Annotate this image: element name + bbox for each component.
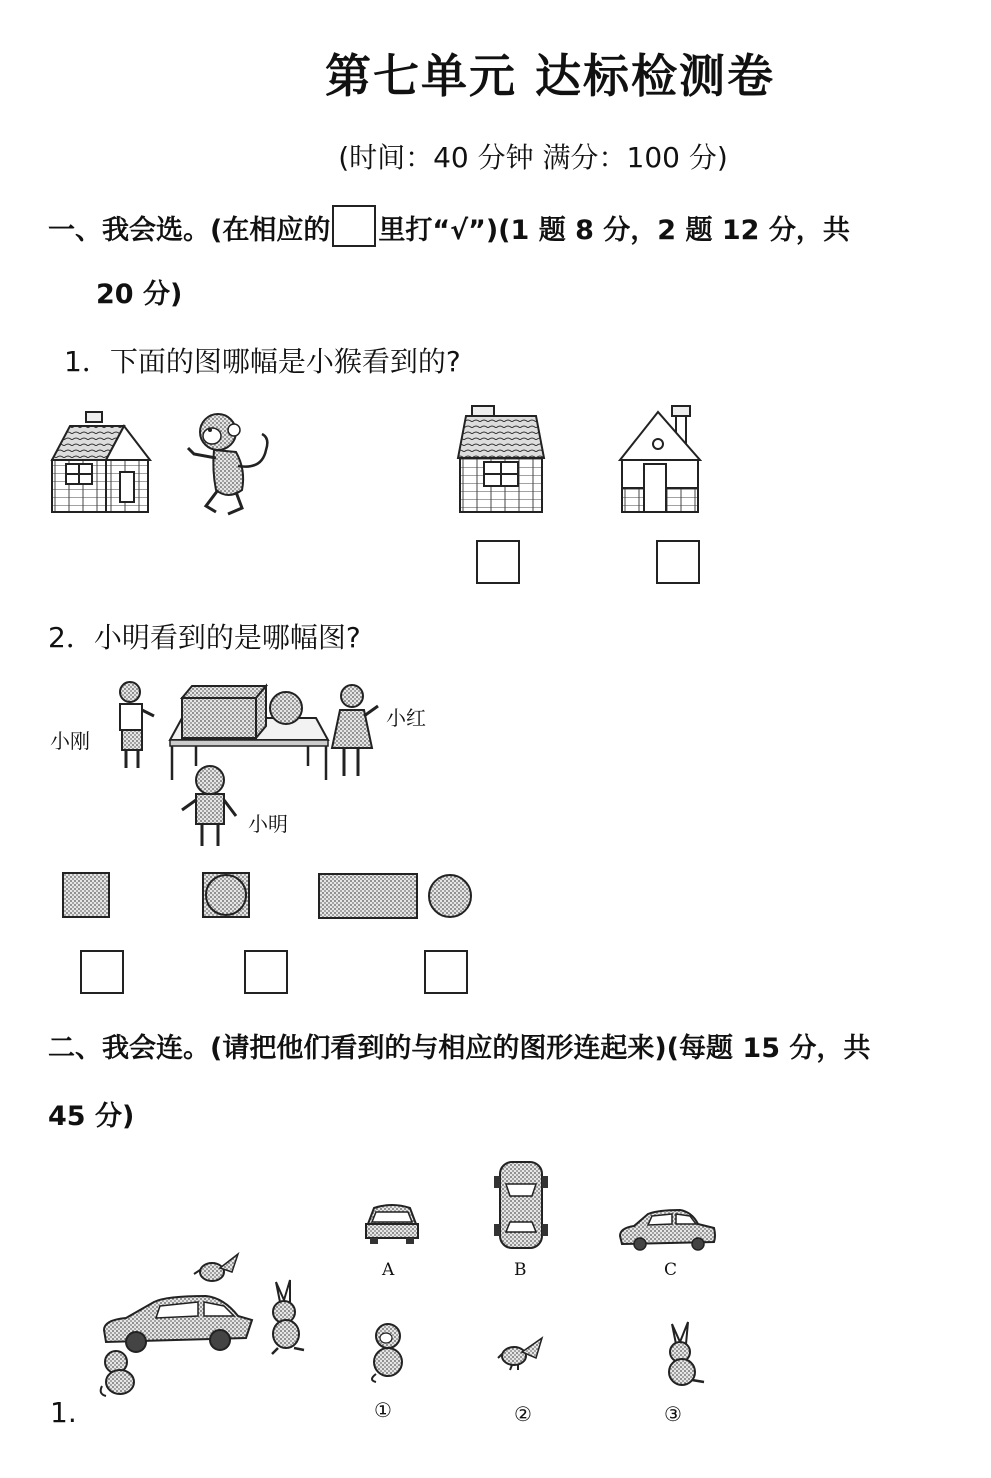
page-subtitle: (时间：40 分钟 满分：100 分) [338, 141, 728, 174]
view-a-car-front [364, 1200, 420, 1246]
animal-3-rabbit [656, 1322, 710, 1388]
label-xiaohong: 小红 [386, 706, 426, 730]
animal-2-bird [496, 1336, 546, 1372]
view-label-b: B [514, 1260, 527, 1280]
q2-checkbox-1[interactable] [80, 950, 124, 994]
animal-label-3: ③ [664, 1402, 682, 1426]
q2-checkbox-2[interactable] [244, 950, 288, 994]
q1-checkbox-a[interactable] [476, 540, 520, 584]
animal-label-2: ② [514, 1402, 532, 1426]
view-label-a: A [382, 1260, 395, 1280]
animal-1-monkey [362, 1320, 412, 1384]
question-2-text: 2．小明看到的是哪幅图? [48, 621, 361, 654]
section-2-heading-line2: 45 分) [48, 1101, 135, 1132]
view-b-car-top [494, 1160, 548, 1250]
option-house-side-view [618, 402, 702, 516]
monkey-illustration [184, 410, 274, 520]
view-label-c: C [664, 1260, 678, 1280]
car-scene-illustration [96, 1250, 326, 1398]
view-c-car-side [618, 1206, 718, 1252]
example-checkbox [332, 205, 376, 247]
question-3-number: 1. [50, 1396, 77, 1429]
section-1-heading-pre: 一、我会选。(在相应的 [48, 215, 331, 246]
question-1-text: 1．下面的图哪幅是小猴看到的? [64, 345, 461, 378]
section-2-heading: 二、我会连。(请把他们看到的与相应的图形连起来)(每题 15 分，共 [48, 1033, 871, 1064]
section-1-heading-line2: 20 分) [96, 279, 183, 310]
option-square-with-circle-view [202, 872, 250, 918]
label-xiaogang: 小刚 [50, 729, 90, 753]
option-square-view [62, 872, 110, 918]
section-1-heading [48, 205, 850, 247]
q1-checkbox-b[interactable] [656, 540, 700, 584]
q2-checkbox-3[interactable] [424, 950, 468, 994]
animal-label-1: ① [374, 1398, 392, 1422]
option-rectangle-circle-view [318, 872, 474, 920]
section-1-heading-post: 里打“√”)(1 题 8 分，2 题 12 分，共 [378, 215, 850, 246]
option-house-front-view [456, 404, 546, 516]
house-tiled-illustration [48, 410, 154, 516]
page-title: 第七单元 达标检测卷 [324, 49, 775, 103]
label-xiaoming: 小明 [248, 812, 288, 836]
